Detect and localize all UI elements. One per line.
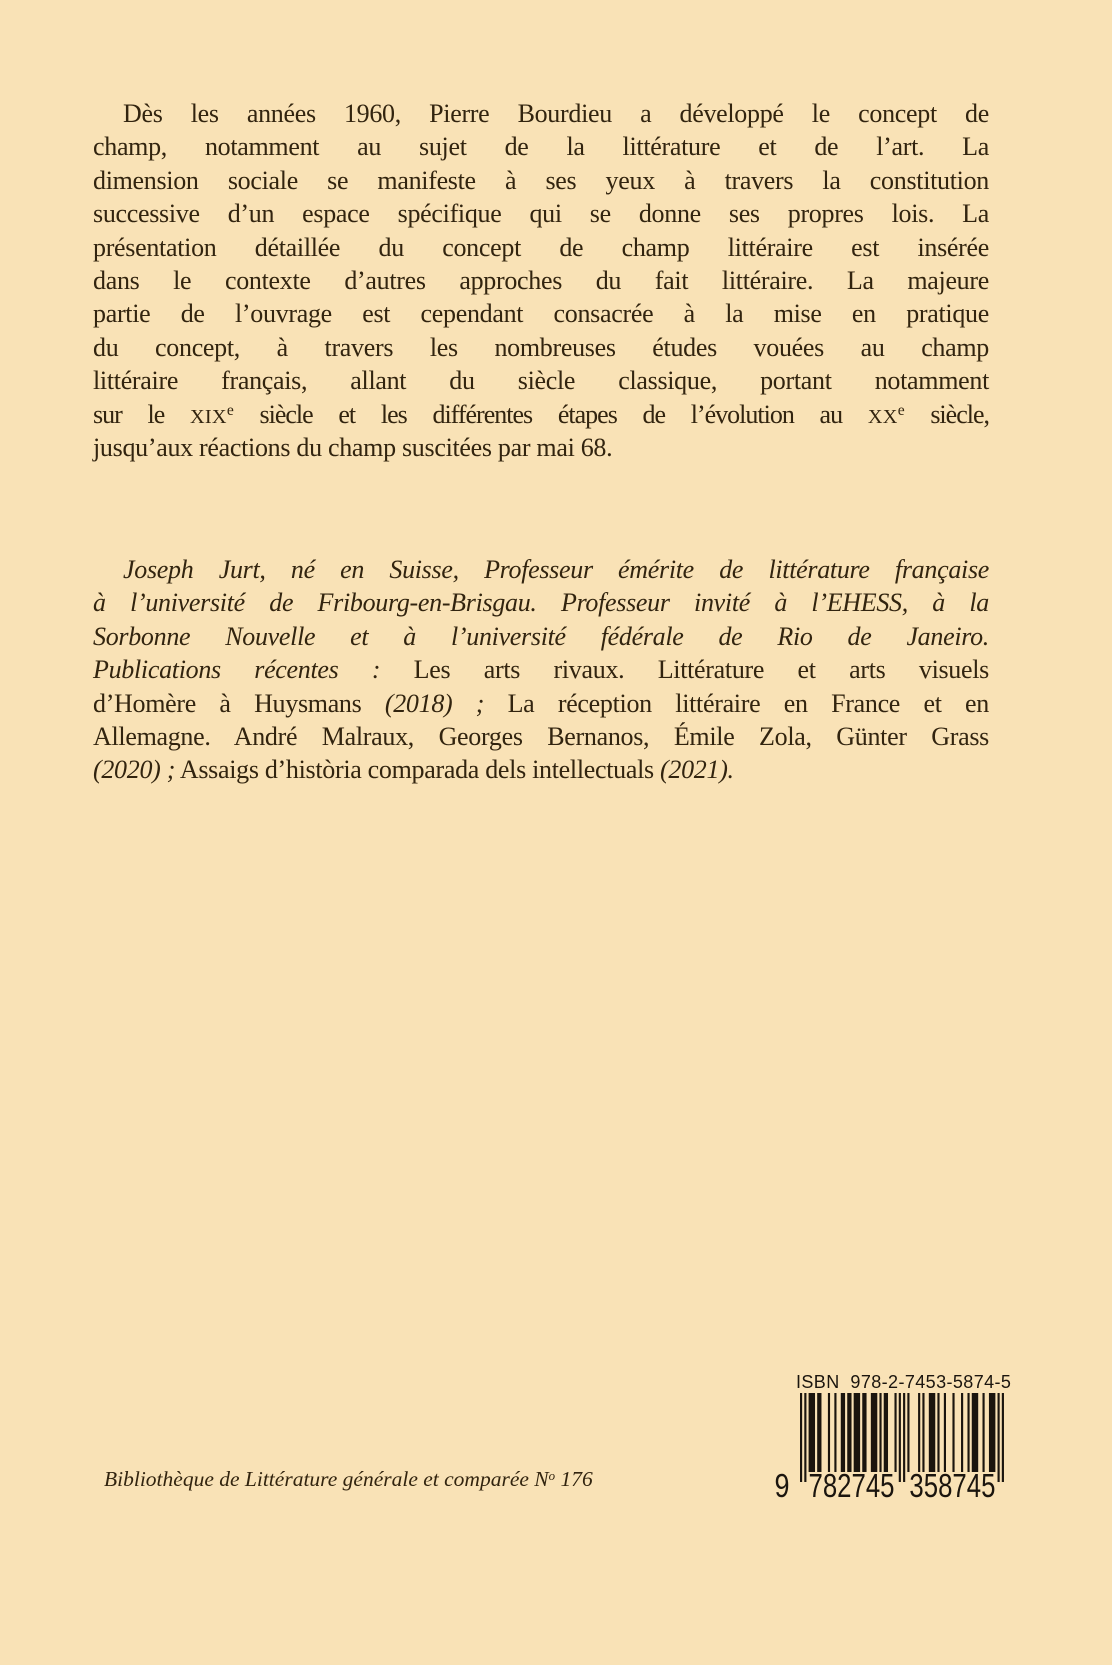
barcode-bar — [804, 1393, 806, 1482]
barcode-bar — [884, 1393, 888, 1472]
barcode-bar — [998, 1393, 1000, 1482]
barcode-bar — [879, 1393, 881, 1472]
text-segment: XX — [867, 405, 898, 428]
text-line — [93, 130, 989, 163]
barcode-bar — [907, 1393, 909, 1472]
text-segment: e — [226, 401, 234, 419]
barcode-bar — [847, 1393, 851, 1472]
text-line — [93, 331, 989, 364]
text-line — [93, 687, 989, 720]
text-line — [93, 586, 989, 619]
barcode-bar — [899, 1393, 901, 1482]
text-segment: Assaigs d’història comparada dels intellectuals — [175, 755, 661, 785]
text-segment: dimension sociale se manifeste à ses yeux à travers la constitution — [93, 165, 989, 195]
text-segment: Bibliothèque de Littérature générale et comparée N — [104, 1467, 549, 1491]
text-segment: du concept, à travers les nombreuses études vouées au champ — [93, 332, 989, 362]
barcode-digit-first: 9 — [774, 1467, 790, 1504]
isbn-number-label: ISBN 978-2-7453-5874-5 — [796, 1372, 1012, 1392]
text-segment: à l’université de Fribourg-en-Brisgau. Professeur invité à l’EHESS, à la — [93, 588, 989, 618]
text-segment: e — [897, 401, 905, 419]
text-segment: (2020) ; — [93, 755, 176, 785]
barcode-bar — [854, 1393, 860, 1472]
text-segment: partie de l’ouvrage est cependant consacrée à la mise en pratique — [93, 299, 989, 329]
text-segment: XIX — [189, 405, 227, 428]
text-segment: jusqu’aux réactions du champ suscitées par mai 68. — [93, 432, 613, 462]
barcode-bar — [862, 1393, 866, 1472]
barcode-bar — [918, 1393, 920, 1472]
barcode-bar — [929, 1393, 935, 1472]
text-line — [93, 164, 989, 197]
barcode-bar — [800, 1393, 802, 1482]
barcode-bar — [903, 1393, 905, 1482]
isbn-barcode-block — [770, 1372, 1010, 1507]
text-line — [93, 753, 989, 786]
barcode-bar — [817, 1393, 821, 1472]
barcode-bar — [871, 1393, 877, 1472]
barcode-bar — [1002, 1393, 1004, 1482]
barcode-bar — [967, 1393, 969, 1472]
text-segment: successive d’un espace spécifique qui se donne ses propres lois. La — [93, 199, 989, 229]
text-segment: Les arts rivaux. Littérature et arts visuels — [380, 655, 989, 685]
text-line — [93, 431, 989, 464]
barcode-bar — [922, 1393, 924, 1472]
text-segment: littéraire français, allant du siècle classique, portant notamment — [93, 366, 989, 396]
text-segment: (2018) ; — [384, 688, 485, 718]
barcode-digits-left: 782745 — [808, 1467, 895, 1504]
text-segment: dans le contexte d’autres approches du fait littéraire. La majeure — [93, 265, 989, 295]
ean13-barcode — [770, 1393, 1010, 1507]
text-segment: (2021). — [660, 755, 734, 785]
barcode-bar — [894, 1393, 896, 1472]
text-segment: 176 — [555, 1467, 593, 1491]
text-segment: d’Homère à Huysmans — [93, 688, 385, 718]
text-segment: Sorbonne Nouvelle et à l’université fédérale de Rio de Janeiro. — [93, 621, 989, 651]
text-line — [93, 97, 989, 130]
author-bio-paragraph — [93, 553, 989, 787]
text-line — [93, 231, 989, 264]
text-segment: o — [548, 1468, 556, 1483]
barcode-bar — [828, 1393, 830, 1472]
text-segment: présentation détaillée du concept de champ littéraire est insérée — [93, 232, 989, 262]
text-segment: champ, notamment au sujet de la littérature et de l’art. La — [93, 132, 989, 162]
text-line — [93, 264, 989, 297]
text-line — [93, 197, 989, 230]
text-line — [93, 720, 989, 753]
text-line — [93, 653, 989, 686]
barcode-bar — [952, 1393, 954, 1472]
text-segment: Allemagne. André Malraux, Georges Bernanos, Émile Zola, Günter Grass — [93, 721, 989, 751]
barcode-bar — [989, 1393, 995, 1472]
barcode-bar — [961, 1393, 963, 1472]
text-segment: La réception littéraire en France et en — [484, 688, 989, 718]
text-line — [93, 620, 989, 653]
text-segment: Joseph Jurt, né en Suisse, Professeur émérite de littérature française — [123, 555, 989, 584]
barcode-bar — [937, 1393, 939, 1472]
text-segment: siècle et les différentes étapes de l’évolution au — [233, 399, 868, 429]
text-segment: Publications récentes : — [93, 655, 381, 685]
barcode-bar — [972, 1393, 978, 1472]
synopsis-paragraph — [93, 97, 989, 464]
text-segment: Dès les années 1960, Pierre Bourdieu a développé le concept de — [123, 99, 989, 128]
barcode-bar — [841, 1393, 845, 1472]
text-line — [93, 297, 989, 330]
series-title — [104, 1464, 593, 1497]
barcode-bar — [982, 1393, 984, 1472]
text-line — [93, 553, 989, 586]
barcode-bar — [834, 1393, 836, 1472]
barcode-bar — [809, 1393, 815, 1472]
barcode-digits-right: 358745 — [909, 1467, 996, 1504]
text-segment: sur le — [93, 399, 190, 429]
text-segment: siècle, — [904, 399, 990, 429]
barcode-bar — [944, 1393, 946, 1472]
text-line — [93, 364, 989, 397]
text-line — [93, 398, 989, 431]
